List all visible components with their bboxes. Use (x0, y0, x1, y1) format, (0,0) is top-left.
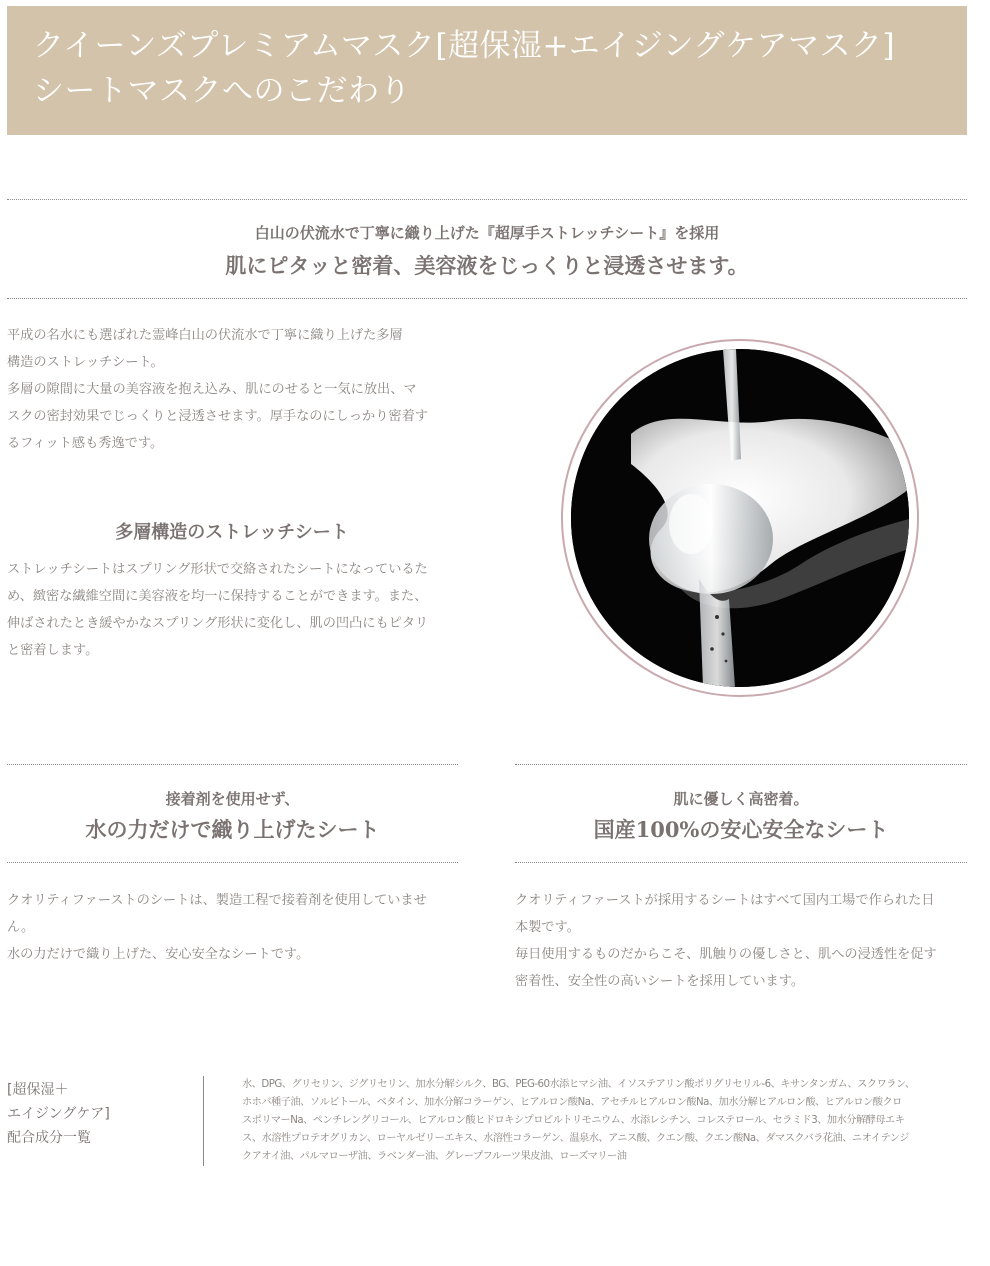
ingredients-line: ホホバ種子油、ソルビトール、ベタイン、加水分解コラーゲン、ヒアルロン酸Na、アセチルヒアルロン酸Na、加水分解ヒアルロン酸、ヒアルロン酸クロ (242, 1097, 902, 1108)
ingredients-divider (203, 1076, 204, 1166)
paragraph-line: 密着性、安全性の高いシートを採用しています。 (515, 974, 805, 989)
section1-subheading: 白山の伏流水で丁寧に織り上げた『超厚手ストレッチシート』を採用 (254, 224, 720, 242)
section1-heading: 肌にピタッと密着、美容液をじっくりと浸透させます。 (225, 253, 749, 278)
ingredients-line: クアオイ油、パルマローザ油、ラベンダー油、グレープフルーツ果皮油、ローズマリー油 (242, 1151, 627, 1162)
serum-sheet-photo (571, 349, 909, 687)
paragraph-line: と密着します。 (7, 643, 99, 658)
divider (7, 764, 458, 765)
divider (515, 862, 967, 863)
ingredients-label-line: エイジングケア] (7, 1106, 110, 1122)
paragraph-line: ん。 (7, 920, 35, 935)
divider (515, 764, 967, 765)
ingredients-line: ス、水溶性プロテオグリカン、ローヤルゼリーエキス、水溶性コラーゲン、温泉水、アニス酸、クエン酸、クエン酸Na、ダマスクバラ花油、ニオイテンジ (242, 1133, 909, 1144)
paragraph-line: クオリティファーストが採用するシートはすべて国内工場で作られた日 (515, 893, 935, 908)
paragraph-line: クオリティファーストのシートは、製造工程で接着剤を使用していませ (7, 893, 427, 908)
paragraph-line: 毎日使用するものだからこそ、肌触りの優しさと、肌への浸透性を促す (515, 947, 937, 962)
section1-paragraph (7, 322, 428, 457)
paragraph-line: 構造のストレッチシート。 (7, 355, 164, 370)
serum-sheet-illustration (571, 349, 909, 687)
paragraph-line: スクの密封効果でじっくりと浸透させます。厚手なのにしっかり密着す (7, 409, 428, 424)
right-block-subheading: 肌に優しく高密着。 (673, 790, 809, 808)
divider (7, 298, 967, 299)
ingredients-line: 水、DPG、グリセリン、ジグリセリン、加水分解シルク、BG、PEG-60水添ヒマシ油、イソステアリン酸ポリグリセリル-6、キサンタンガム、スクワラン、 (242, 1079, 915, 1090)
feature-paragraph (7, 556, 428, 664)
paragraph-line: 本製です。 (515, 920, 580, 935)
paragraph-line: ストレッチシートはスプリング形状で交絡されたシートになっているた (7, 562, 428, 577)
hero-title-line2: シートマスクへのこだわり (33, 73, 411, 109)
paragraph-line: るフィット感も秀逸です。 (7, 436, 164, 451)
ingredients-line: スポリマーNa、ペンチレングリコール、ヒアルロン酸ヒドロキシプロピルトリモニウム、水添レシチン、コレステロール、セラミド3、加水分解酵母エキ (242, 1115, 905, 1126)
ingredients-list (242, 1076, 987, 1166)
right-block-heading: 国産100%の安心安全なシート (593, 817, 889, 842)
paragraph-line: 水の力だけで織り上げた、安心安全なシートです。 (7, 947, 310, 962)
divider (7, 199, 967, 200)
left-block-heading: 水の力だけで織り上げたシート (85, 817, 380, 842)
paragraph-line: 伸ばされたとき緩やかなスプリング形状に変化し、肌の凹凸にもピタリ (7, 616, 429, 631)
hero-title-line1: クイーンズプレミアムマスク[超保湿+エイジングケアマスク] (33, 28, 896, 64)
feature-heading: 多層構造のストレッチシート (115, 522, 349, 543)
paragraph-line: め、緻密な繊維空間に美容液を均一に保持することができます。また、 (7, 589, 428, 604)
paragraph-line: 平成の名水にも選ばれた霊峰白山の伏流水で丁寧に織り上げた多層 (7, 328, 403, 343)
left-block-subheading: 接着剤を使用せず、 (165, 790, 300, 808)
ingredients-label-line: [超保湿＋ (7, 1082, 69, 1098)
ingredients-label-line: 配合成分一覧 (7, 1130, 91, 1146)
hero-banner (7, 6, 967, 135)
serum-sheet-photo-frame (561, 339, 919, 697)
divider (7, 862, 458, 863)
paragraph-line: 多層の隙間に大量の美容液を抱え込み、肌にのせると一気に放出、マ (7, 382, 417, 397)
ingredients-label (7, 1078, 110, 1150)
right-block-paragraph (515, 887, 937, 995)
left-block-paragraph (7, 887, 427, 968)
